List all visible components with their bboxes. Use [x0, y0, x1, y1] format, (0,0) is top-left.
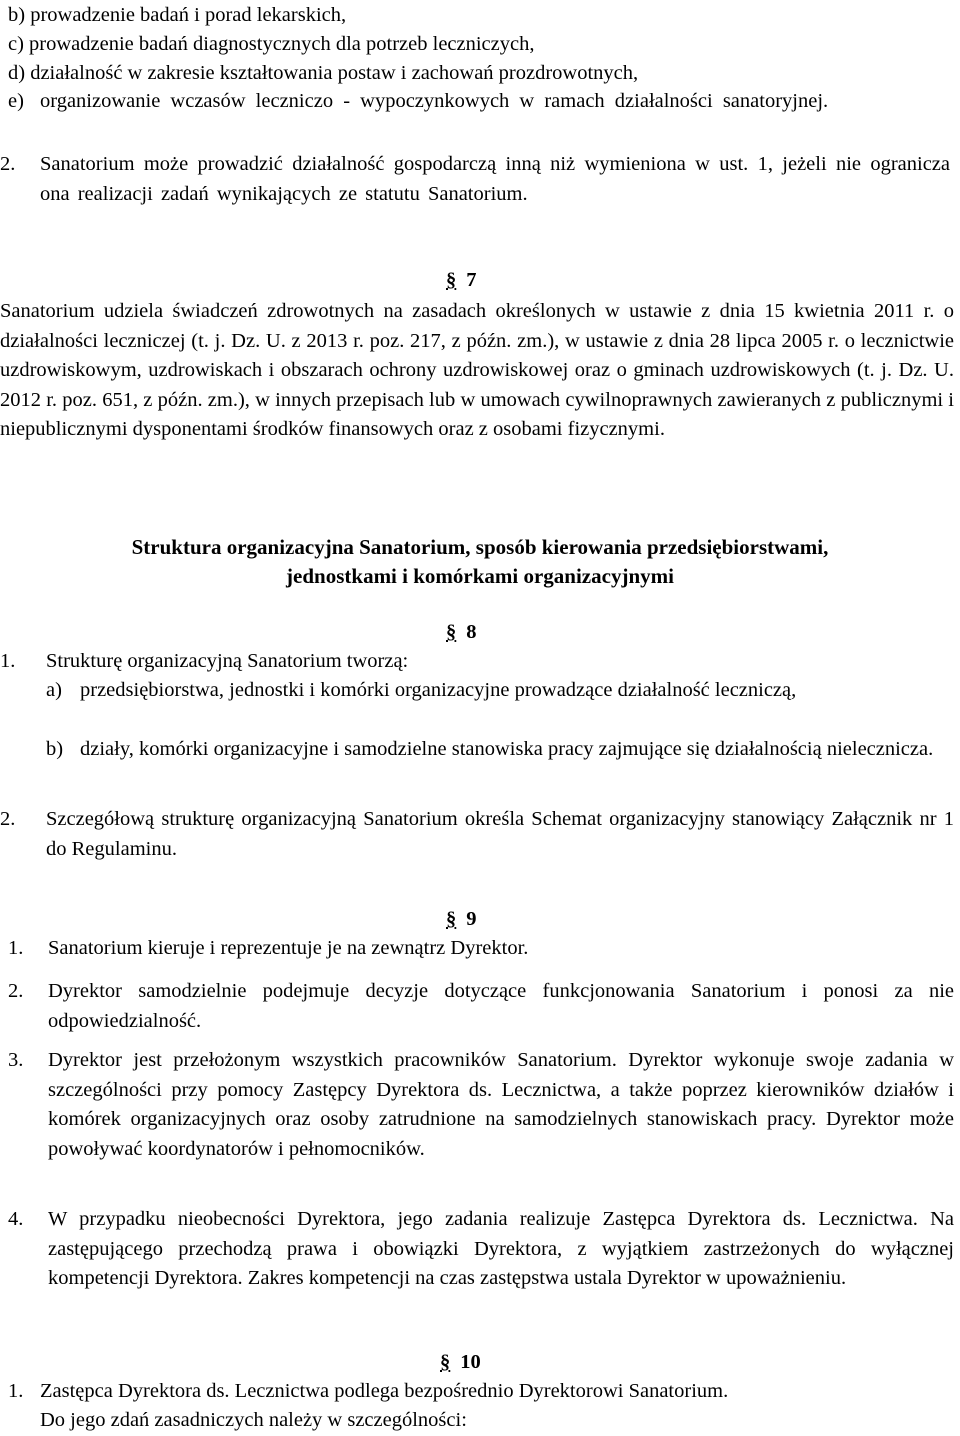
list-item-e — [8, 87, 954, 117]
section-sign: § — [446, 908, 457, 930]
list-item-d — [8, 59, 948, 89]
section-sign: § — [446, 621, 457, 643]
section-number: 9 — [466, 908, 477, 930]
list-item-b — [8, 1, 948, 31]
section-8-paragraph-2 — [0, 805, 954, 864]
section-10-heading — [440, 1348, 481, 1378]
section-7-text — [0, 297, 954, 445]
section-number: 7 — [466, 269, 477, 291]
list-item-text: działy, komórki organizacyjne i samodzielne stanowiska pracy zajmujące się działalnością nielecznicza. — [80, 738, 934, 760]
paragraph-number: 2. — [0, 153, 16, 175]
paragraph-number: 4. — [8, 1208, 24, 1230]
section-number: 8 — [466, 621, 477, 643]
paragraph-text: Strukturę organizacyjną Sanatorium tworzą: — [46, 650, 409, 672]
section-sign: § — [446, 269, 457, 291]
paragraph-text: Sanatorium udziela świadczeń zdrowotnych na zasadach określonych w ustawie z dnia 15 kwietnia 2011 r. o działalności leczniczej (t. j. Dz. U. z 2013 r. poz. 217, z późn. zm.), w ustawie z dnia 28 lipca 2005 r. o lecznictwie uzdrowiskowym, uzdrowiskach i obszarach ochrony uzdrowiskowej oraz o gminach uzdrowiskowych (t. j. Dz. U. 2012 r. poz. 651, z późn. zm.), w innych przepisach lub w umowach cywilnoprawnych zawieranych z publicznymi i niepublicznymi dysponentami środków finansowych oraz z osobami fizycznymi. — [0, 300, 954, 440]
list-item-text: c) prowadzenie badań diagnostycznych dla potrzeb leczniczych, — [8, 33, 535, 55]
paragraph-number: 1. — [0, 650, 16, 672]
list-item-marker: e) — [8, 90, 24, 112]
list-item-text: b) prowadzenie badań i porad lekarskich, — [8, 4, 347, 26]
section-10-paragraph-1-continuation — [40, 1406, 940, 1436]
section-10-paragraph-1 — [8, 1377, 954, 1407]
section-7-heading — [446, 266, 477, 296]
section-9-paragraph-4 — [8, 1205, 954, 1294]
section-9-heading — [446, 905, 477, 935]
section-8-heading — [446, 618, 477, 648]
paragraph-text: Dyrektor samodzielnie podejmuje decyzje dotyczące funkcjonowania Sanatorium i ponosi za nie odpowiedzialność. — [48, 980, 954, 1032]
list-item-text: przedsiębiorstwa, jednostki i komórki organizacyjne prowadzące działalność leczniczą, — [80, 679, 797, 701]
list-item-marker: a) — [46, 679, 62, 701]
section-9-paragraph-3 — [8, 1046, 954, 1164]
list-item-text: d) działalność w zakresie kształtowania postaw i zachowań prozdrowotnych, — [8, 62, 639, 84]
paragraph-number: 1. — [8, 1380, 24, 1402]
section-8-item-b — [46, 735, 952, 765]
paragraph-text: W przypadku nieobecności Dyrektora, jego zadania realizuje Zastępca Dyrektora ds. Lecznictwa. Na zastępującego przechodzą prawa i obowiązki Dyrektora, z wyjątkiem zastrzeżonych do wyłącznej kompetencji Dyrektora. Zakres kompetencji na czas zastępstwa ustala Dyrektor w upoważnieniu. — [48, 1208, 954, 1289]
paragraph-number: 2. — [0, 808, 16, 830]
section-8-item-a — [46, 676, 952, 706]
chapter-title-line-2 — [0, 561, 960, 591]
paragraph-text: Zastępca Dyrektora ds. Lecznictwa podlega bezpośrednio Dyrektorowi Sanatorium. — [40, 1380, 729, 1402]
list-item-text: organizowanie wczasów leczniczo - wypoczynkowych w ramach działalności sanatoryjnej. — [40, 90, 829, 112]
section-number: 10 — [460, 1351, 481, 1373]
section-8-paragraph-1 — [0, 647, 954, 677]
section-9-paragraph-1 — [8, 934, 954, 964]
chapter-title-text: jednostkami i komórkami organizacyjnymi — [286, 564, 674, 588]
section-sign: § — [440, 1351, 451, 1373]
section-9-paragraph-2 — [8, 977, 954, 1036]
paragraph-text: Do jego zdań zasadniczych należy w szczególności: — [40, 1409, 467, 1431]
paragraph-text: Sanatorium może prowadzić działalność gospodarczą inną niż wymieniona w ust. 1, jeżeli nie ogranicza ona realizacji zadań wynikających ze statutu Sanatorium. — [40, 153, 950, 205]
paragraph-text: Szczegółową strukturę organizacyjną Sanatorium określa Schemat organizacyjny stanowiący Załącznik nr 1 do Regulaminu. — [46, 808, 954, 860]
paragraph-number: 2. — [8, 980, 24, 1002]
paragraph-number: 1. — [8, 937, 24, 959]
list-item-c — [8, 30, 948, 60]
paragraph-2-intro — [0, 150, 950, 209]
chapter-title-text: Struktura organizacyjna Sanatorium, sposób kierowania przedsiębiorstwami, — [131, 535, 829, 559]
paragraph-number: 3. — [8, 1049, 24, 1071]
paragraph-text: Sanatorium kieruje i reprezentuje je na zewnątrz Dyrektor. — [48, 937, 529, 959]
paragraph-text: Dyrektor jest przełożonym wszystkich pracowników Sanatorium. Dyrektor wykonuje swoje zadania w szczególności przy pomocy Zastępcy Dyrektora ds. Lecznictwa, a także poprzez kierowników działów i komórek organizacyjnych oraz osoby zatrudnione na samodzielnych stanowiskach pracy. Dyrektor może powoływać koordynatorów i pełnomocników. — [48, 1049, 954, 1160]
chapter-title-line-1 — [0, 532, 960, 562]
list-item-marker: b) — [46, 738, 64, 760]
